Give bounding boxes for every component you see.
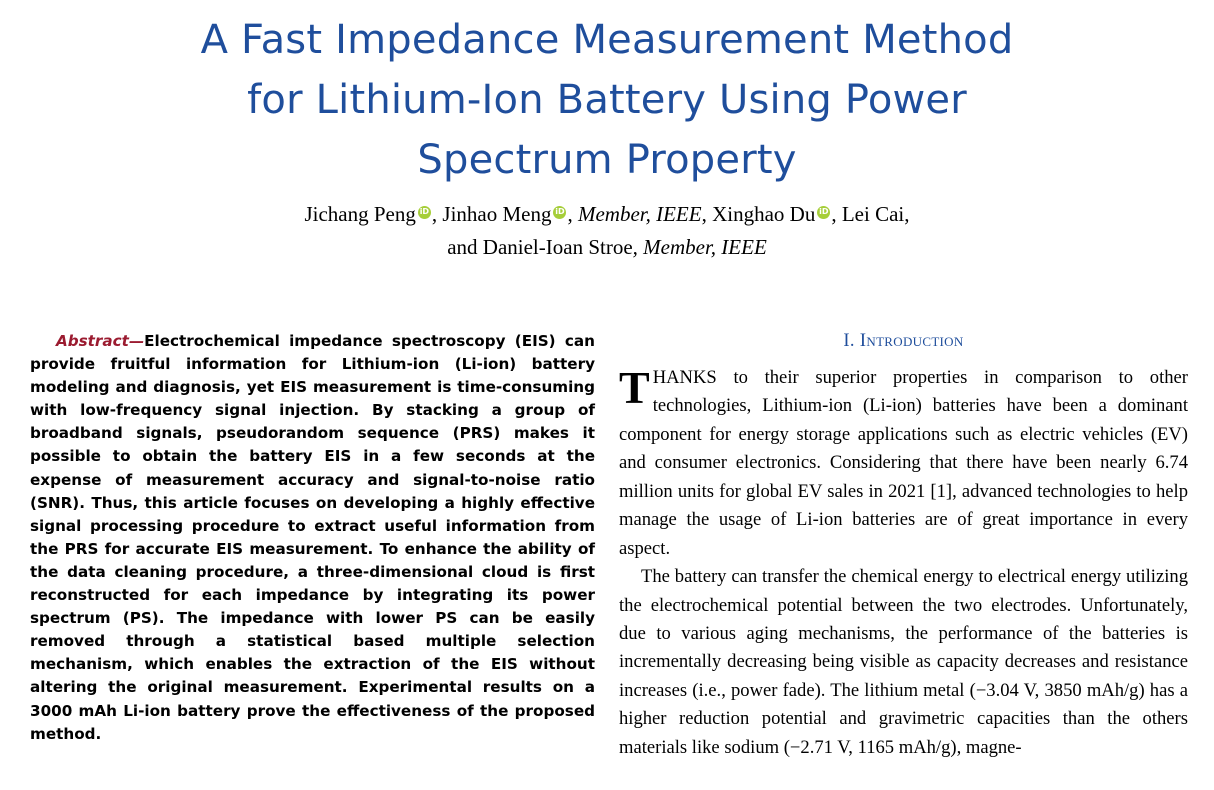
author-membership-1: Member, IEEE: [577, 202, 702, 226]
abstract-text: Electrochemical impedance spectroscopy (EIS) can provide fruitful information for Lithium-ion (Li-ion) battery modeling and diagnosis, yet EIS measurement is time-consuming with low-frequency signal injection. By stacking a group of broadband signals, pseudorandom sequence (PRS) makes it possible to obtain the battery EIS in a few seconds at the expense of measurement accuracy and signal-to-noise ratio (SNR). Thus, this article focuses on developing a highly effective signal processing procedure to extract useful information from the PRS for accurate EIS measurement. To enhance the ability of the data cleaning procedure, a three-dimensional cloud is first reconstructed for each impedance by integrating its power spectrum (PS). The impedance with lower PS can be easily removed through a statistical based multiple selection mechanism, which enables the extraction of the EIS without altering the original measurement. Experimental results on a 3000 mAh Li-ion battery prove the effectiveness of the proposed method.: [30, 332, 595, 743]
author-sep-1: ,: [567, 202, 573, 226]
title-line-2: for Lithium-Ion Battery Using Power: [247, 77, 967, 123]
author-jinhao-meng: , Jinhao Meng: [431, 202, 552, 226]
author-list: [0, 190, 1214, 263]
author-membership-2: , Member, IEEE: [632, 234, 767, 259]
author-lei-cai: , Lei Cai,: [831, 202, 910, 226]
intro-paragraph-2: The battery can transfer the chemical energy to electrical energy utilizing the electrochemical potential between the two electrodes. Unfortunately, due to various aging mechanisms, the performance of the batteries is incrementally decreasing being visible as capacity decreases and resistance increases (i.e., power fade). The lithium metal (−3.04 V, 3850 mAh/g) has a higher reduction potential and gravimetric capacities than the others materials like sodium (−2.71 V, 1165 mAh/g), magne-: [619, 566, 1188, 758]
author-daniel-ioan-stroe: and Daniel-Ioan Stroe: [447, 234, 633, 259]
body-columns: [0, 330, 1214, 762]
section-number: I.: [843, 331, 855, 351]
orcid-id-icon[interactable]: [418, 206, 431, 219]
author-jichang-peng: Jichang Peng: [304, 202, 416, 226]
section-title: Introduction: [859, 330, 964, 351]
drop-cap: T: [619, 362, 650, 413]
title-line-1: A Fast Impedance Measurement Method: [200, 17, 1014, 63]
left-column: [20, 330, 595, 762]
orcid-id-icon[interactable]: [553, 206, 566, 219]
abstract-dash: —: [128, 332, 145, 350]
right-column: [619, 330, 1194, 762]
abstract-label: Abstract: [56, 332, 129, 350]
orcid-id-icon[interactable]: [817, 206, 830, 219]
section-heading-introduction: [619, 330, 1188, 352]
title-line-3: Spectrum Property: [417, 137, 797, 183]
page-title: [0, 0, 1214, 190]
intro-paragraph-1-text: to their superior properties in comparison to other technologies, Lithium-ion (Li-ion) batteries have been a dominant component for energy storage applications such as electric vehicles (EV) and consumer electronics. Considering that there have been nearly 6.74 million units for global EV sales in 2021 [1], advanced technologies to help manage the usage of Li-ion batteries are of great importance in every aspect.: [619, 367, 1188, 559]
author-xinghao-du: , Xinghao Du: [701, 202, 816, 226]
abstract-paragraph: [30, 330, 595, 746]
intro-paragraph-1: [619, 364, 1188, 563]
intro-paragraph-1-lead: HANKS: [652, 367, 717, 388]
